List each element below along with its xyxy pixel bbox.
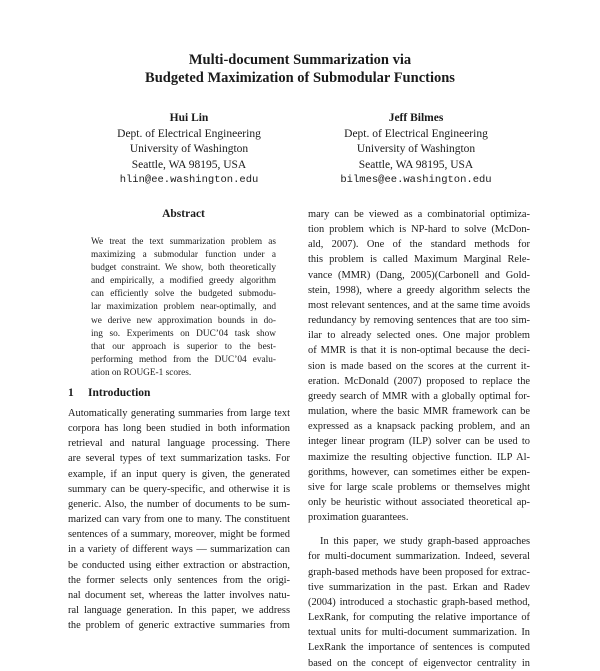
- author-name: Jeff Bilmes: [388, 112, 444, 124]
- abstract-line: ation on ROUGE-1 scores.: [91, 367, 192, 378]
- body-line: corpora has long been studied in both information: [68, 423, 290, 435]
- section-title: Introduction: [88, 387, 151, 399]
- title-line-2: Budgeted Maximization of Submodular Functions: [145, 70, 455, 86]
- introduction-text: [68, 406, 290, 633]
- body-line: summary can be query-specific, and otherwise it is: [68, 483, 290, 495]
- body-line: of MMR is that it is non-optimal because the deci-: [308, 345, 530, 357]
- author-dept: Dept. of Electrical Engineering: [117, 127, 261, 140]
- body-line: the problem of generic extractive summaries from: [68, 620, 290, 632]
- body-line: based on the concept of eigenvector centrality in: [308, 657, 530, 669]
- body-line: most relevant sentences, and at the same time avoids: [308, 299, 530, 311]
- abstract-line: maximizing a submodular function under a: [91, 250, 276, 261]
- body-line: stein, 1998), where a greedy algorithm selects the: [308, 284, 530, 296]
- right-column-text: [308, 207, 530, 671]
- body-line: vance (MMR) (Dang, 2005)(Carbonell and Gold-: [308, 269, 530, 281]
- abstract-text: [91, 236, 276, 380]
- abstract-line: performing method from the DUC’04 evalu-: [91, 354, 276, 365]
- abstract-line: We treat the text summarization problem as: [91, 237, 276, 247]
- author-university: University of Washington: [129, 143, 249, 155]
- body-line: this problem is called Maximum Marginal Rele-: [308, 254, 530, 266]
- body-line: are several types of text summarization tasks. For: [68, 453, 290, 465]
- body-line: generic. Also, the number of documents to be sum-: [68, 498, 290, 510]
- body-line: sive for large scale problems or themselves might: [308, 481, 530, 493]
- body-line: ilar to already selected ones. One major problem: [308, 330, 530, 342]
- section-number: 1: [68, 387, 74, 399]
- author-block-1: [74, 111, 304, 189]
- body-line: ald, 2007). One of the standard methods for: [308, 239, 530, 251]
- body-line: gorithms, however, can sometimes either be expen-: [308, 466, 530, 478]
- body-line: sentences of a summary, moreover, might be formed: [68, 529, 290, 541]
- paragraph-gap: [308, 525, 530, 534]
- body-line: LexRank the importance of sentences is computed: [308, 642, 530, 654]
- body-line: for multi-document summarization. Indeed, several: [308, 551, 530, 563]
- author-email: bilmes@ee.washington.edu: [340, 174, 492, 186]
- body-line: Automatically generating summaries from large text: [68, 408, 290, 419]
- author-block-2: [301, 111, 531, 189]
- abstract-line: lar maximization problem near-optimally, and: [91, 302, 276, 313]
- body-line: maximize the resulting objective function. ILP Al-: [308, 451, 530, 463]
- author-email: hlin@ee.washington.edu: [119, 174, 259, 186]
- abstract-line: and empirically, a modified greedy algorithm: [91, 276, 276, 287]
- paper-title: [0, 51, 600, 87]
- body-line: sion is made based on the scores at the current it-: [308, 360, 530, 372]
- body-line: the former selects only sentences from the origi-: [68, 574, 290, 586]
- body-line: be conducted using either extraction or abstraction,: [68, 559, 290, 571]
- author-university: University of Washington: [356, 143, 476, 155]
- body-line: tion problem which is NP-hard to solve (McDon-: [308, 224, 530, 236]
- body-line: LexRank, for computing the relative importance of: [308, 612, 530, 624]
- author-city: Seattle, WA 98195, USA: [131, 158, 247, 171]
- body-line: retrieval and natural language processing. There: [68, 438, 290, 450]
- body-line: ral language generation. In this paper, we address: [68, 605, 290, 617]
- abstract-heading: Abstract: [162, 208, 205, 220]
- body-line: mary can be viewed as a combinatorial optimiza-: [308, 209, 530, 220]
- body-line: proximation guarantees.: [308, 512, 409, 524]
- body-line: example, if an input query is given, the generated: [68, 468, 290, 480]
- body-line: tive summarization in the past. Erkan and Radev: [308, 581, 530, 593]
- body-line: mulation, where the basic MMR framework can be: [308, 406, 530, 418]
- body-line: marized can vary from one to many. The constituent: [68, 514, 290, 526]
- author-dept: Dept. of Electrical Engineering: [344, 127, 488, 140]
- abstract-line: that our approach is superior to the best-: [91, 341, 276, 352]
- author-name: Hui Lin: [169, 112, 209, 124]
- abstract-line: can efficiently solve the budgeted submodu-: [91, 289, 276, 300]
- title-line-1: Multi-document Summarization via: [188, 52, 412, 68]
- body-line: redundancy by removing sentences that are too sim-: [308, 315, 530, 327]
- body-line: only be heuristic without associated theoretical ap-: [308, 496, 530, 508]
- body-line: nal document set, whereas the latter involves natu-: [68, 589, 290, 601]
- body-line: expressed as a knapsack packing problem, and an: [308, 421, 530, 433]
- body-line: In this paper, we study graph-based approaches: [320, 536, 530, 548]
- body-line: greedy search of MMR with a globally optimal for-: [308, 390, 530, 402]
- author-city: Seattle, WA 98195, USA: [358, 158, 474, 171]
- section-heading-introduction: [68, 387, 150, 399]
- abstract-line: ing so. Experiments on DUC’04 task show: [91, 328, 276, 339]
- body-line: graph-based methods have been proposed for extrac-: [308, 566, 530, 578]
- body-line: (2004) introduced a stochastic graph-based method,: [308, 596, 530, 608]
- body-line: in a variety of different ways — summarization can: [68, 544, 290, 556]
- body-line: integer linear program (ILP) solver can be used to: [308, 436, 530, 448]
- abstract-line: budget constraint. We show, both theoretically: [91, 263, 276, 274]
- body-line: textual units for multi-document summarization. In: [308, 627, 530, 639]
- abstract-line: we derive new approximation bounds in do-: [91, 315, 276, 326]
- body-line: eration. McDonald (2007) proposed to replace the: [308, 375, 530, 387]
